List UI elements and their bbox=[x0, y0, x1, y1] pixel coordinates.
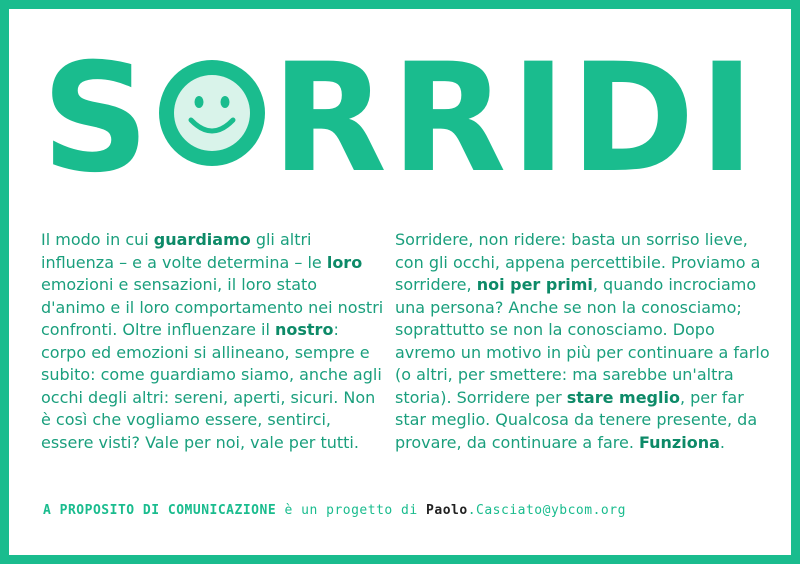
footer-email[interactable]: .Casciato@ybcom.org bbox=[467, 503, 626, 518]
poster-card bbox=[9, 9, 791, 555]
right-text-4: . bbox=[719, 432, 725, 452]
left-bold-guardiamo: guardiamo bbox=[153, 230, 251, 249]
footer-project-name: A PROPOSITO DI COMUNICAZIONE bbox=[43, 503, 277, 518]
footer-credit bbox=[43, 503, 783, 518]
poster-title bbox=[9, 32, 791, 206]
left-text-3: emozioni e sensazioni, il loro stato d'animo e il loro comportamento nei nostri confronti. Oltre influenzare il bbox=[41, 275, 384, 339]
text-column-right bbox=[395, 229, 775, 454]
title-letters-rridi: RRIDI bbox=[271, 32, 759, 206]
left-text-1: Il modo in cui bbox=[41, 230, 154, 249]
right-bold-funziona: Funziona bbox=[639, 432, 720, 452]
left-bold-loro: loro bbox=[326, 252, 363, 272]
right-text-1: Sorridere, non ridere: basta un sorriso lieve, con gli occhi, appena percettibile. Proviamo a sorridere, bbox=[395, 230, 761, 294]
right-text-2: , quando incrociamo una persona? Anche se non la conosciamo; soprattutto se non la conosciamo. Dopo avremo un motivo in più per continuare a farlo (o altri, per smettere: ma sarebbe un'altra storia). Sorridere per bbox=[395, 275, 770, 407]
left-text-4: : corpo ed emozioni si allineano, sempre e subito: come guardiamo siamo, anche agli occhi degli altri: sereni, aperti, sicuri. Non è così che vogliamo essere, sentirci, essere visti? Vale per noi, vale per tutti. bbox=[41, 320, 382, 452]
smiley-icon bbox=[157, 58, 267, 168]
left-text-2: gli altri influenza – e a volte determina – le bbox=[41, 230, 327, 272]
right-bold-noi-per-primi: noi per primi bbox=[476, 275, 593, 294]
footer-author: Paolo bbox=[426, 503, 468, 518]
left-bold-nostro: nostro bbox=[275, 320, 334, 339]
right-bold-stare-meglio: stare meglio bbox=[566, 387, 680, 407]
text-column-left bbox=[41, 229, 386, 454]
right-text-3: , per far star meglio. Qualcosa da tenere presente, da provare, da continuare a fare. bbox=[395, 387, 758, 452]
footer-middle-text: è un progetto di bbox=[276, 503, 427, 518]
title-letter-s: S bbox=[41, 32, 154, 206]
